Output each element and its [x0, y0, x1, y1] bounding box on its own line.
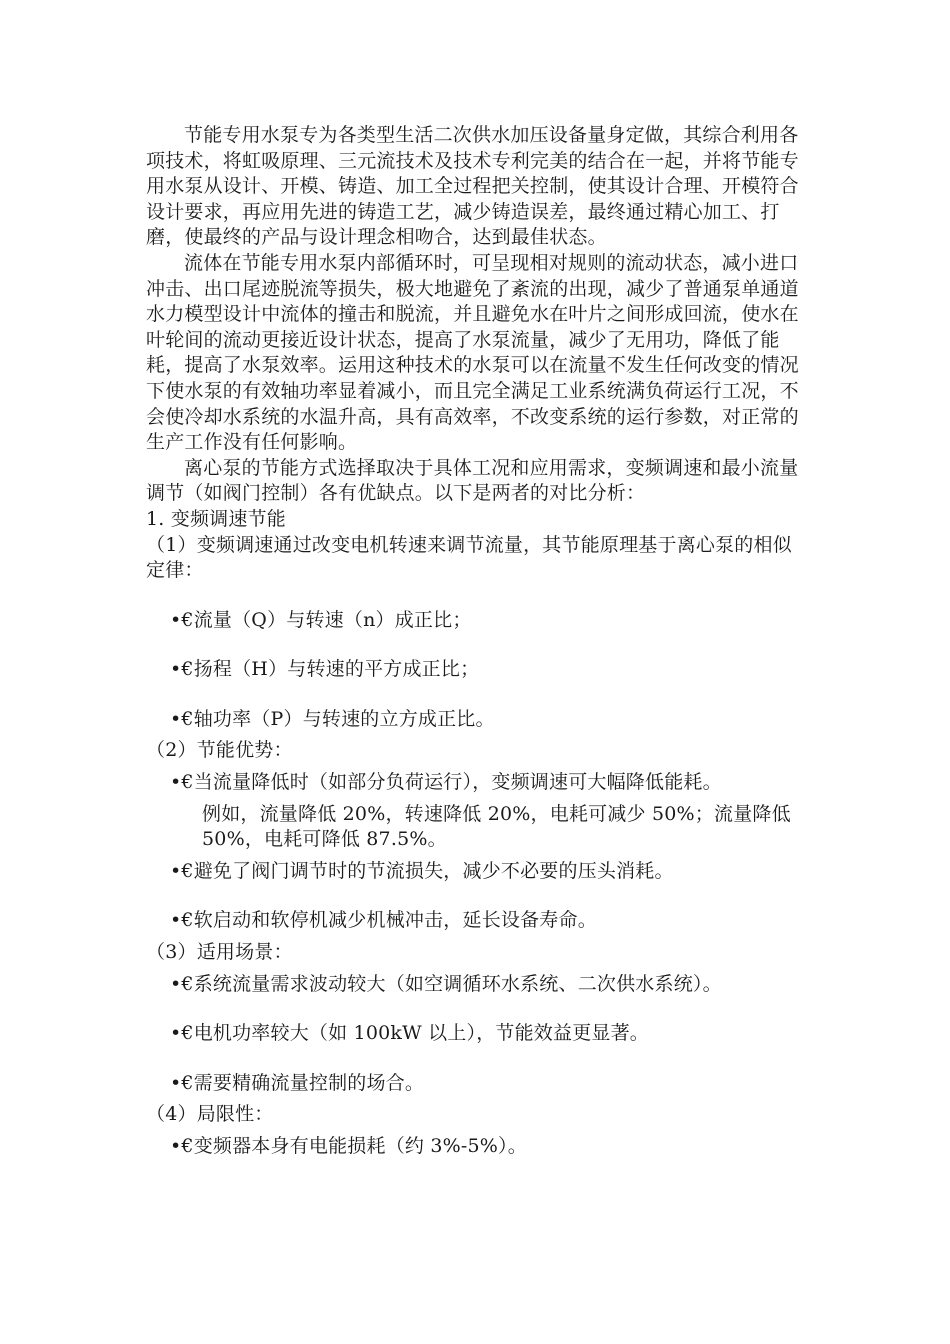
- subsection-scenarios: （3）适用场景：: [146, 941, 293, 964]
- bullet-icon: •€: [170, 1135, 194, 1157]
- bullet-icon: •€: [170, 1022, 194, 1045]
- section-heading-vfd: 1. 变频调速节能: [146, 507, 286, 530]
- bullet-icon: •€: [170, 1071, 194, 1094]
- list-item: •€ 当流量降低时（如部分负荷运行），变频调速可大幅降低能耗。: [170, 770, 810, 796]
- bullet-icon: •€: [170, 608, 194, 631]
- list-item: •€ 电机功率较大（如 100kW 以上），节能效益更显著。: [170, 1021, 810, 1047]
- subsection-principle: （1）变频调速通过改变电机转速来调节流量，其节能原理基于离心泵的相似定律：: [146, 533, 792, 582]
- bullet-icon: •€: [170, 859, 194, 882]
- bullet-icon: •€: [170, 658, 194, 681]
- list-item: •€ 轴功率（P）与转速的立方成正比。: [170, 707, 810, 733]
- list-item: •€ 流量（Q）与转速（n）成正比；: [170, 608, 810, 634]
- list-item: •€ 扬程（H）与转速的平方成正比；: [170, 657, 810, 683]
- list-item: •€ 需要精确流量控制的场合。: [170, 1071, 810, 1097]
- subsection-advantages: （2）节能优势：: [146, 739, 293, 762]
- paragraph-energy-saving-choice: 离心泵的节能方式选择取决于具体工况和应用需求，变频调速和最小流量调节（如阀门控制）各有优缺点。以下是两者的对比分析：: [146, 456, 799, 505]
- paragraph-flow-behavior: 流体在节能专用水泵内部循环时，可呈现相对规则的流动状态，减小进口冲击、出口尾迹脱流等损失，极大地避免了紊流的出现，减少了普通泵单通道水力模型设计中流体的撞击和脱流，并且避免水在叶片之间形成回流，使水在叶轮间的流动更接近设计状态，提高了水泵流量，减少了无用功，降低了能耗，提高了水泵效率。运用这种技术的水泵可以在流量不发生任何改变的情况下使水泵的有效轴功率显着减小，而且完全满足工业系统满负荷运行工况，不会使冷却水系统的水温升高，具有高效率，不改变系统的运行参数，对正常的生产工作没有任何影响。: [146, 251, 799, 454]
- example-note: 例如，流量降低 20%，转速降低 20%，电耗可减少 50%；流量降低 50%，电耗可降低 87.5%。: [202, 802, 791, 851]
- list-item: •€ 避免了阀门调节时的节流损失，减少不必要的压头消耗。: [170, 859, 810, 885]
- bullet-icon: •€: [170, 707, 194, 730]
- list-item: •€ 系统流量需求波动较大（如空调循环水系统、二次供水系统）。: [170, 972, 810, 998]
- bullet-icon: •€: [170, 909, 194, 932]
- document-body: [146, 123, 810, 1160]
- bullet-icon: •€: [170, 972, 194, 995]
- paragraph-pump-design: 节能专用水泵专为各类型生活二次供水加压设备量身定做，其综合利用各项技术，将虹吸原理、三元流技术及技术专利完美的结合在一起，并将节能专用水泵从设计、开模、铸造、加工全过程把关控制，使其设计合理、开模符合设计要求，再应用先进的铸造工艺，减少铸造误差，最终通过精心加工、打磨，使最终的产品与设计理念相吻合，达到最佳状态。: [146, 124, 799, 249]
- subsection-limitations: （4）局限性：: [146, 1103, 274, 1126]
- list-item: •€ 软启动和软停机减少机械冲击，延长设备寿命。: [170, 908, 810, 934]
- bullet-icon: •€: [170, 771, 194, 794]
- list-item: •€ 变频器本身有电能损耗（约 3%-5%）。: [170, 1134, 810, 1160]
